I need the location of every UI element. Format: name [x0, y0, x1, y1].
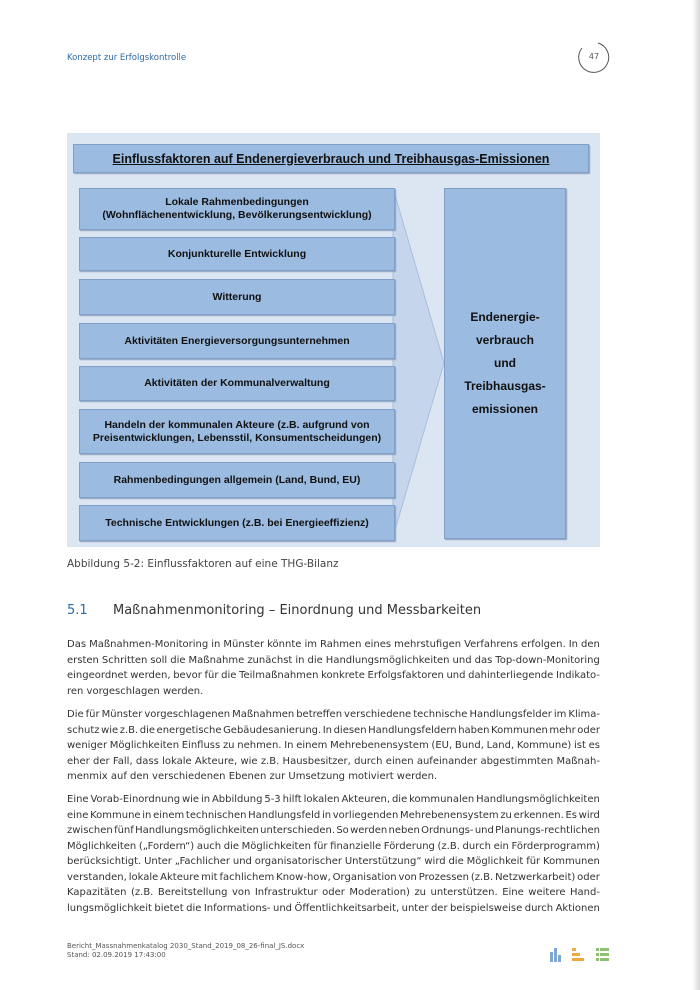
page-number: 47 [588, 52, 600, 61]
factor-line: Handeln der kommunalen Akteure (z.B. aufgrund von [104, 418, 370, 431]
paragraph-line: Möglichkeiten („Fordern“) auch die Möglichkeiten für finanzielle Förderung (z.B. durch ein Förderprogramm) [67, 840, 600, 852]
factor-line: Witterung [212, 290, 262, 303]
logo-bar [600, 958, 609, 961]
factor-box-municipal-administration [79, 366, 395, 401]
logo-bar [554, 948, 557, 962]
section-number: 5.1 [67, 603, 88, 618]
factor-box-general-conditions [79, 462, 395, 498]
factor-line: Aktivitäten Energieversorgungsunternehmen [124, 334, 350, 347]
paragraph-3 [67, 792, 600, 916]
factor-line: (Wohnflächenentwicklung, Bevölkerungsentwicklung) [102, 209, 372, 221]
factor-box-weather [79, 279, 395, 315]
logo-bar [596, 958, 599, 961]
footer-filename: Bericht_Massnahmenkatalog 2030_Stand_2019_08_26-final_JS.docx [67, 942, 305, 950]
factor-box-technical-developments [79, 505, 395, 541]
paragraph-line: verstanden, lokale Akteure mit fachlichem Know-how, Organisation von Prozessen (z.B. Netzwerkarbeit) oder [67, 871, 600, 883]
paragraph-line: schutz wie z.B. die energetische Gebäudesanierung. In diesen Handlungsfeldern haben Kommunen mehr oder [67, 724, 600, 736]
logo-bar [596, 953, 599, 956]
paragraph-line: eine Kommune in einem technischen Handlungsfeld in vorliegenden Mehrebenensystem zu erkennen. Es wird [67, 809, 600, 821]
logo-bar [572, 948, 576, 951]
paragraph-1 [67, 637, 600, 699]
factor-box-economy [79, 237, 395, 271]
result-line: emissionen [471, 402, 538, 416]
paragraph-line: eingeordnet werden, bevor für die Teilmaßnahmen konkrete Erfolgsfaktoren und dahinterliegende Indikato- [67, 670, 600, 681]
footer [67, 942, 304, 960]
logo-bar [600, 953, 609, 956]
factor-line: Lokale Rahmenbedingungen [165, 196, 309, 208]
paragraph-line: zwischen fünf Handlungsmöglichkeiten unterschieden. So werden neben Ordnungs- und Planungs-rechtlichen [67, 825, 600, 836]
paragraph-line: menmix auf den verschiedenen Ebenen zur Umsetzung motiviert werden. [67, 771, 438, 782]
paragraph-line: ren vorgeschlagen werden. [67, 685, 204, 697]
factor-line: Rahmenbedingungen allgemein (Land, Bund, EU) [113, 473, 361, 486]
logo-bar [572, 958, 584, 961]
paragraph-line: ersten Schritten soll die Maßnahme zunächst in die Handlungsmöglichkeiten und das Top-down-Monitoring [67, 654, 600, 666]
factor-line: Technische Entwicklungen (z.B. bei Energieeffizienz) [105, 516, 369, 529]
paragraph-line: Eine Vorab-Einordnung wie in Abbildung 5-3 hilft lokalen Akteuren, die kommunalen Handlungsmöglichkeiten [67, 794, 600, 805]
factor-box-local-actors [79, 409, 395, 454]
logo-bar [572, 953, 580, 956]
result-box-energy-emissions [444, 188, 566, 539]
factor-box-energy-suppliers [79, 323, 395, 359]
factor-line: Preisentwicklungen, Lebensstil, Konsumentscheidungen) [92, 431, 382, 444]
result-line: Treibhausgas- [464, 379, 546, 393]
logo-bar [600, 948, 609, 951]
logo-icon [548, 946, 610, 962]
figure-title: Einflussfaktoren auf Endenergieverbrauch und Treibhausgas-Emissionen [73, 144, 589, 173]
factor-line: Aktivitäten der Kommunalverwaltung [144, 377, 330, 389]
section-title: Maßnahmenmonitoring – Einordnung und Messbarkeiten [113, 603, 482, 618]
footer-date: Stand: 02.09.2019 17:43:00 [67, 951, 166, 959]
figure-caption: Abbildung 5-2: Einflussfaktoren auf eine THG-Bilanz [67, 558, 339, 570]
page-edge-shadow [692, 0, 700, 990]
paragraph-line: weniger Möglichkeiten Einfluss zu nehmen. In einem Mehrebenensystem (EU, Bund, Land, Kommune) ist es [67, 740, 600, 751]
influence-factors-figure [67, 133, 600, 547]
factor-box-local-conditions [79, 188, 395, 230]
paragraph-line: berücksichtigt. Unter „Fachlicher und organisatorischer Unterstützung“ wird die Möglichkeit für Kommunen [67, 856, 600, 867]
page-number-badge [576, 40, 612, 76]
paragraph-line: Kapazitäten (z.B. Bereitstellung von Infrastruktur oder Moderation) zu unterstützen. Eine weitere Hand- [67, 887, 600, 898]
paragraph-2 [67, 707, 600, 785]
paragraph-line: lungsmöglichkeit bietet die Informations- und Öffentlichkeitsarbeit, unter der beispielsweise durch Aktionen [67, 902, 600, 914]
running-header: Konzept zur Erfolgskontrolle [67, 53, 187, 63]
result-line: und [493, 356, 516, 370]
logo-bar [596, 948, 599, 951]
result-line: verbrauch [475, 333, 534, 347]
logo-bar [558, 955, 561, 962]
paragraph-line: Das Maßnahmen-Monitoring in Münster könnte im Rahmen eines mehrstufigen Verfahrens erfolgen. In den [67, 639, 600, 650]
result-line: Endenergie- [470, 310, 540, 324]
paragraph-line: eher der Fall, dass lokale Akteure, wie z.B. Hausbesitzer, durch einen aufeinander abgestimmten Maßnah- [67, 755, 600, 767]
logo-bar [550, 952, 553, 962]
paragraph-line: Die für Münster vorgeschlagenen Maßnahmen betreffen verschiedene technische Handlungsfelder im Klima- [67, 709, 600, 720]
factor-line: Konjunkturelle Entwicklung [167, 247, 307, 260]
